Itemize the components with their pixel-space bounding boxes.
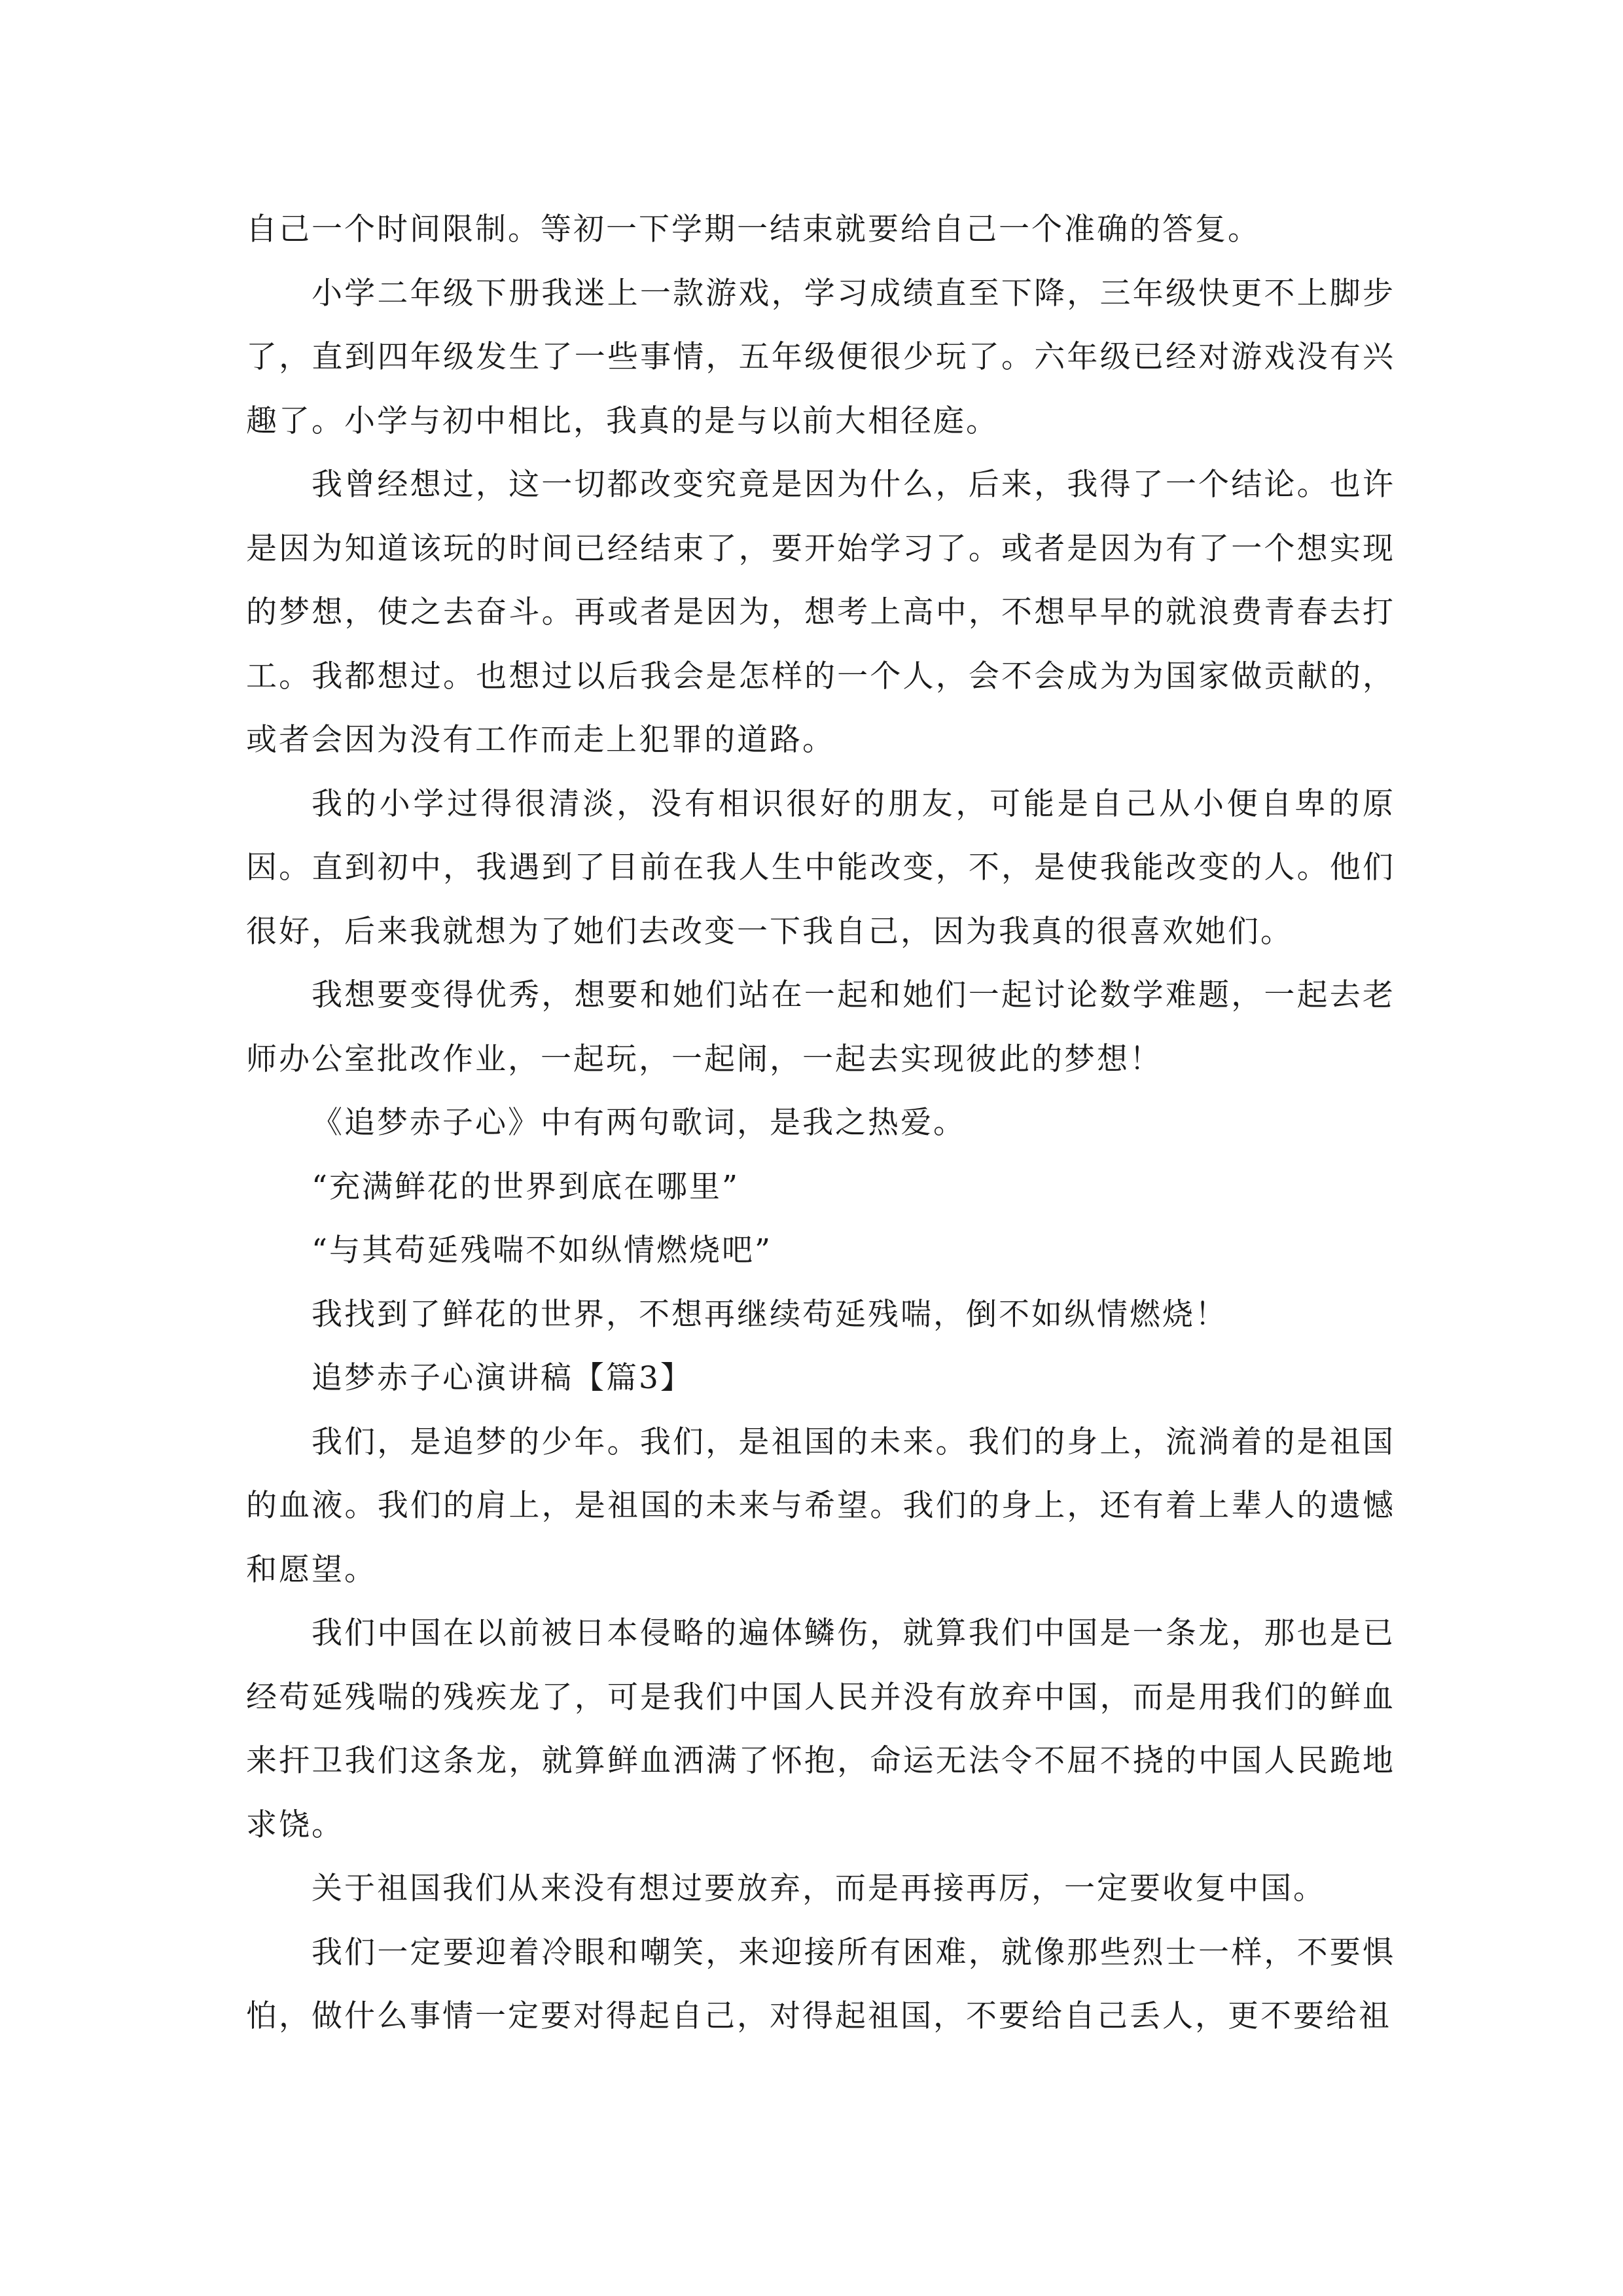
paragraph-continuation: 自己一个时间限制。等初一下学期一结束就要给自己一个准确的答复。 (246, 211, 1260, 247)
lyric-quote: “与其苟延残喘不如纵情燃烧吧” (312, 1232, 773, 1268)
paragraph: 我们一定要迎着冷眼和嘲笑，来迎接所有困难，就像那些烈士一样，不要惧怕，做什么事情一定要对得起自己，对得起祖国，不要给自己丢人，更不要给祖 (246, 1934, 1395, 2034)
paragraph: 我曾经想过，这一切都改变究竟是因为什么，后来，我得了一个结论。也许是因为知道该玩的时间已经结束了，要开始学习了。或者是因为有了一个想实现的梦想，使之去奋斗。再或者是因为，想考上高中，不想早早的就浪费青春去打工。我都想过。也想过以后我会是怎样的一个人，会不会成为为国家做贡献的，或者会因为没有工作而走上犯罪的道路。 (246, 467, 1395, 758)
paragraph: 关于祖国我们从来没有想过要放弃，而是再接再厉，一定要收复中国。 (312, 1871, 1326, 1907)
document-body (246, 198, 1395, 2049)
lyric-quote: “充满鲜花的世界到底在哪里” (312, 1168, 740, 1205)
paragraph: 我想要变得优秀，想要和她们站在一起和她们一起讨论数学难题，一起去老师办公室批改作业，一起玩，一起闹，一起去实现彼此的梦想！ (246, 977, 1395, 1077)
paragraph: 《追梦赤子心》中有两句歌词，是我之热爱。 (312, 1105, 966, 1141)
paragraph: 我们，是追梦的少年。我们，是祖国的未来。我们的身上，流淌着的是祖国的血液。我们的肩上，是祖国的未来与希望。我们的身上，还有着上辈人的遗憾和愿望。 (246, 1424, 1395, 1588)
paragraph: 我们中国在以前被日本侵略的遍体鳞伤，就算我们中国是一条龙，那也是已经苟延残喘的残疾龙了，可是我们中国人民并没有放弃中国，而是用我们的鲜血来扞卫我们这条龙，就算鲜血洒满了怀抱，命运无法令不屈不挠的中国人民跪地求饶。 (246, 1615, 1395, 1843)
section-heading: 追梦赤子心演讲稿【篇3】 (312, 1360, 693, 1396)
paragraph: 我的小学过得很清淡，没有相识很好的朋友，可能是自己从小便自卑的原因。直到初中，我遇到了目前在我人生中能改变，不，是使我能改变的人。他们很好，后来我就想为了她们去改变一下我自己，因为我真的很喜欢她们。 (246, 785, 1395, 950)
paragraph: 我找到了鲜花的世界，不想再继续苟延残喘，倒不如纵情燃烧！ (312, 1296, 1228, 1333)
paragraph: 小学二年级下册我迷上一款游戏，学习成绩直至下降，三年级快更不上脚步了，直到四年级发生了一些事情，五年级便很少玩了。六年级已经对游戏没有兴趣了。小学与初中相比，我真的是与以前大相径庭。 (246, 275, 1395, 439)
